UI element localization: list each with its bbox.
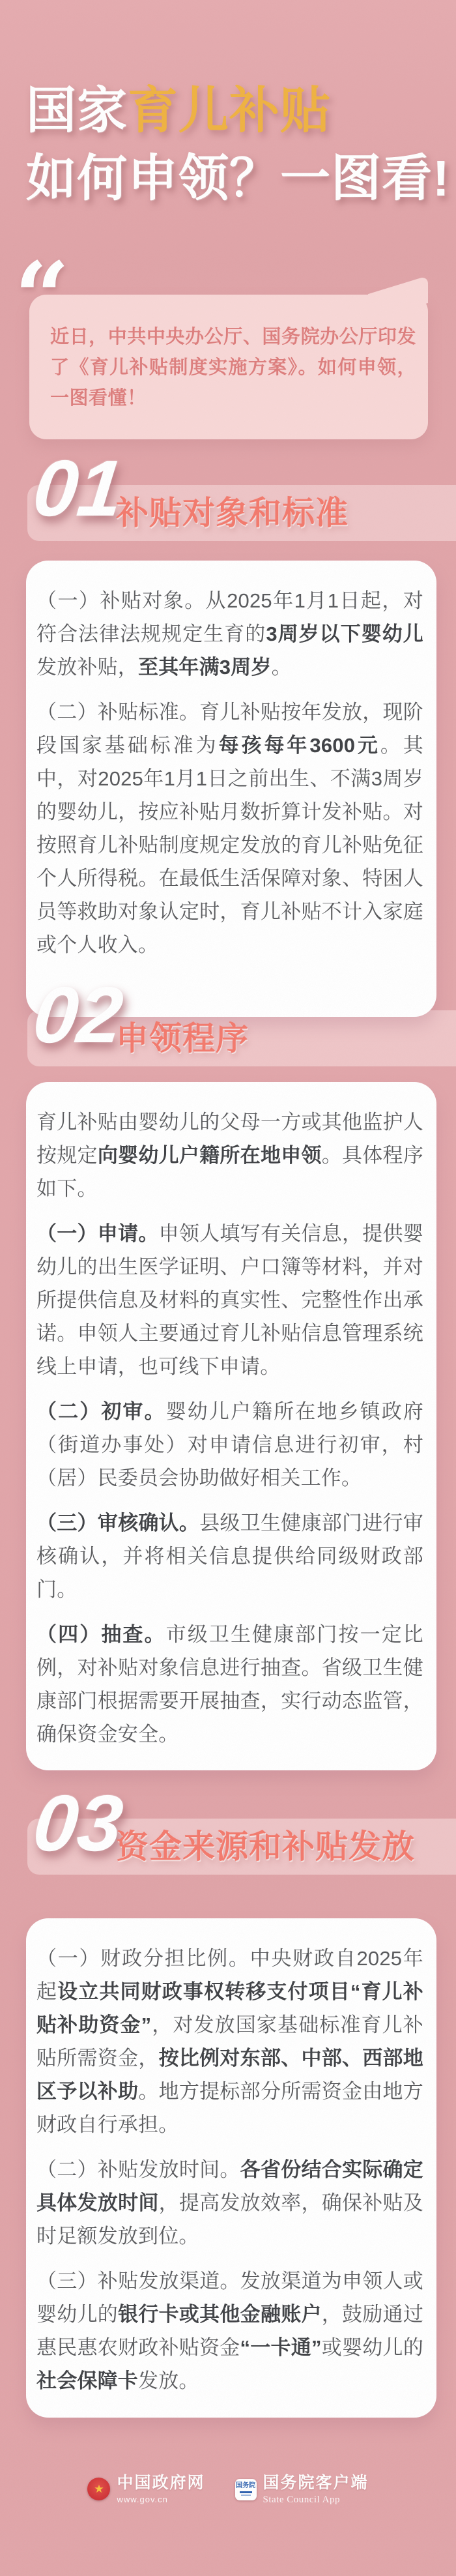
paragraph: （一）财政分担比例。中央财政自2025年起设立共同财政事权转移支付项目“育儿补贴补助资金”，对发放国家基础标准育儿补贴所需资金，按比例对东部、中部、西部地区予以补助。地方提标部分所需资金由地方财政自行承担。 [36,1947,423,2136]
paragraph: （一）申请。申领人填写有关信息，提供婴幼儿的出生医学证明、户口簿等材料，并对所提供信息及材料的真实性、完整性作出承诺。申领人主要通过育儿补贴信息管理系统线上申请，也可线下申请。 [36,1222,423,1378]
paragraph: 育儿补贴由婴幼儿的父母一方或其他监护人按规定向婴幼儿户籍所在地申领。具体程序如下。 [36,1111,424,1200]
paragraph: （一）补贴对象。从2025年1月1日起，对符合法律法规规定生育的3周岁以下婴幼儿发放补贴，至其年满3周岁。 [36,589,423,679]
app-icon-line [241,2495,251,2496]
paragraph: （二）初审。婴幼儿户籍所在地乡镇政府（街道办事处）对申请信息进行初审，村（居）民委员会协助做好相关工作。 [36,1400,423,1489]
app-icon-line [240,2491,252,2493]
state-council-app-name: 国务院客户端 [263,2474,369,2492]
footer [0,2474,456,2506]
paragraph: （四）抽查。市级卫生健康部门按一定比例，对补贴对象信息进行抽查。省级卫生健康部门根据需要开展抽查，实行动态监管，确保资金安全。 [36,1623,423,1746]
state-council-app-brand [235,2474,369,2506]
gov-website-brand [87,2474,205,2504]
state-council-app-text [263,2474,369,2506]
title-line1-white: 国家 [26,83,128,139]
title-line-2: 如何申领？一图看! [26,151,450,207]
state-council-app-icon [235,2479,257,2500]
star-icon: ★ [94,2482,104,2495]
section-2-card [26,1082,436,1770]
section-1-title: 补贴对象和标准 [116,495,349,531]
paragraph: （二）补贴标准。育儿补贴按年发放，现阶段国家基础标准为每孩每年3600元。其中，对2025年1月1日之前出生、不满3周岁的婴幼儿，按应补贴月数折算计发补贴。对按照育儿补贴制度规定发放的育儿补贴免征个人所得税。在最低生活保障对象、特困人员等救助对象认定时，育儿补贴不计入家庭或个人收入。 [36,701,423,956]
section-3-number: 03 [29,1779,127,1867]
state-council-app-icon-label: 国务院 [236,2482,255,2490]
gov-website-text [117,2474,205,2504]
section-1-card [26,561,436,1017]
paragraph: （三）补贴发放渠道。发放渠道为申领人或婴幼儿的银行卡或其他金融账户，鼓励通过惠民惠农财政补贴资金“一卡通”或婴幼儿的社会保障卡发放。 [36,2270,424,2392]
gov-website-url: www.gov.cn [117,2494,168,2504]
section-1-number: 01 [29,444,127,533]
state-council-app-sub: State Council App [263,2494,340,2505]
quote-icon: “ [14,241,70,354]
quote-bubble [29,295,428,439]
title-line1-gold: 育儿补贴 [128,83,331,139]
paragraph: （二）补贴发放时间。各省份结合实际确定具体发放时间，提高发放效率，确保补贴及时足额发放到位。 [36,2158,423,2247]
title-line-1 [26,77,450,145]
national-emblem-icon [87,2478,110,2500]
gov-website-name: 中国政府网 [117,2474,205,2492]
page-title [26,77,450,212]
quote-text: 近日，中共中央办公厅、国务院办公厅印发了《育儿补贴制度实施方案》。如何申领，一图看懂！ [50,327,416,409]
section-2-title: 申领程序 [116,1020,249,1057]
paragraph: （三）审核确认。县级卫生健康部门进行审核确认，并将相关信息提供给同级财政部门。 [36,1512,423,1601]
section-3-card [26,1918,436,2418]
section-3-title: 资金来源和补贴发放 [116,1828,415,1865]
section-2-number: 02 [29,971,127,1059]
